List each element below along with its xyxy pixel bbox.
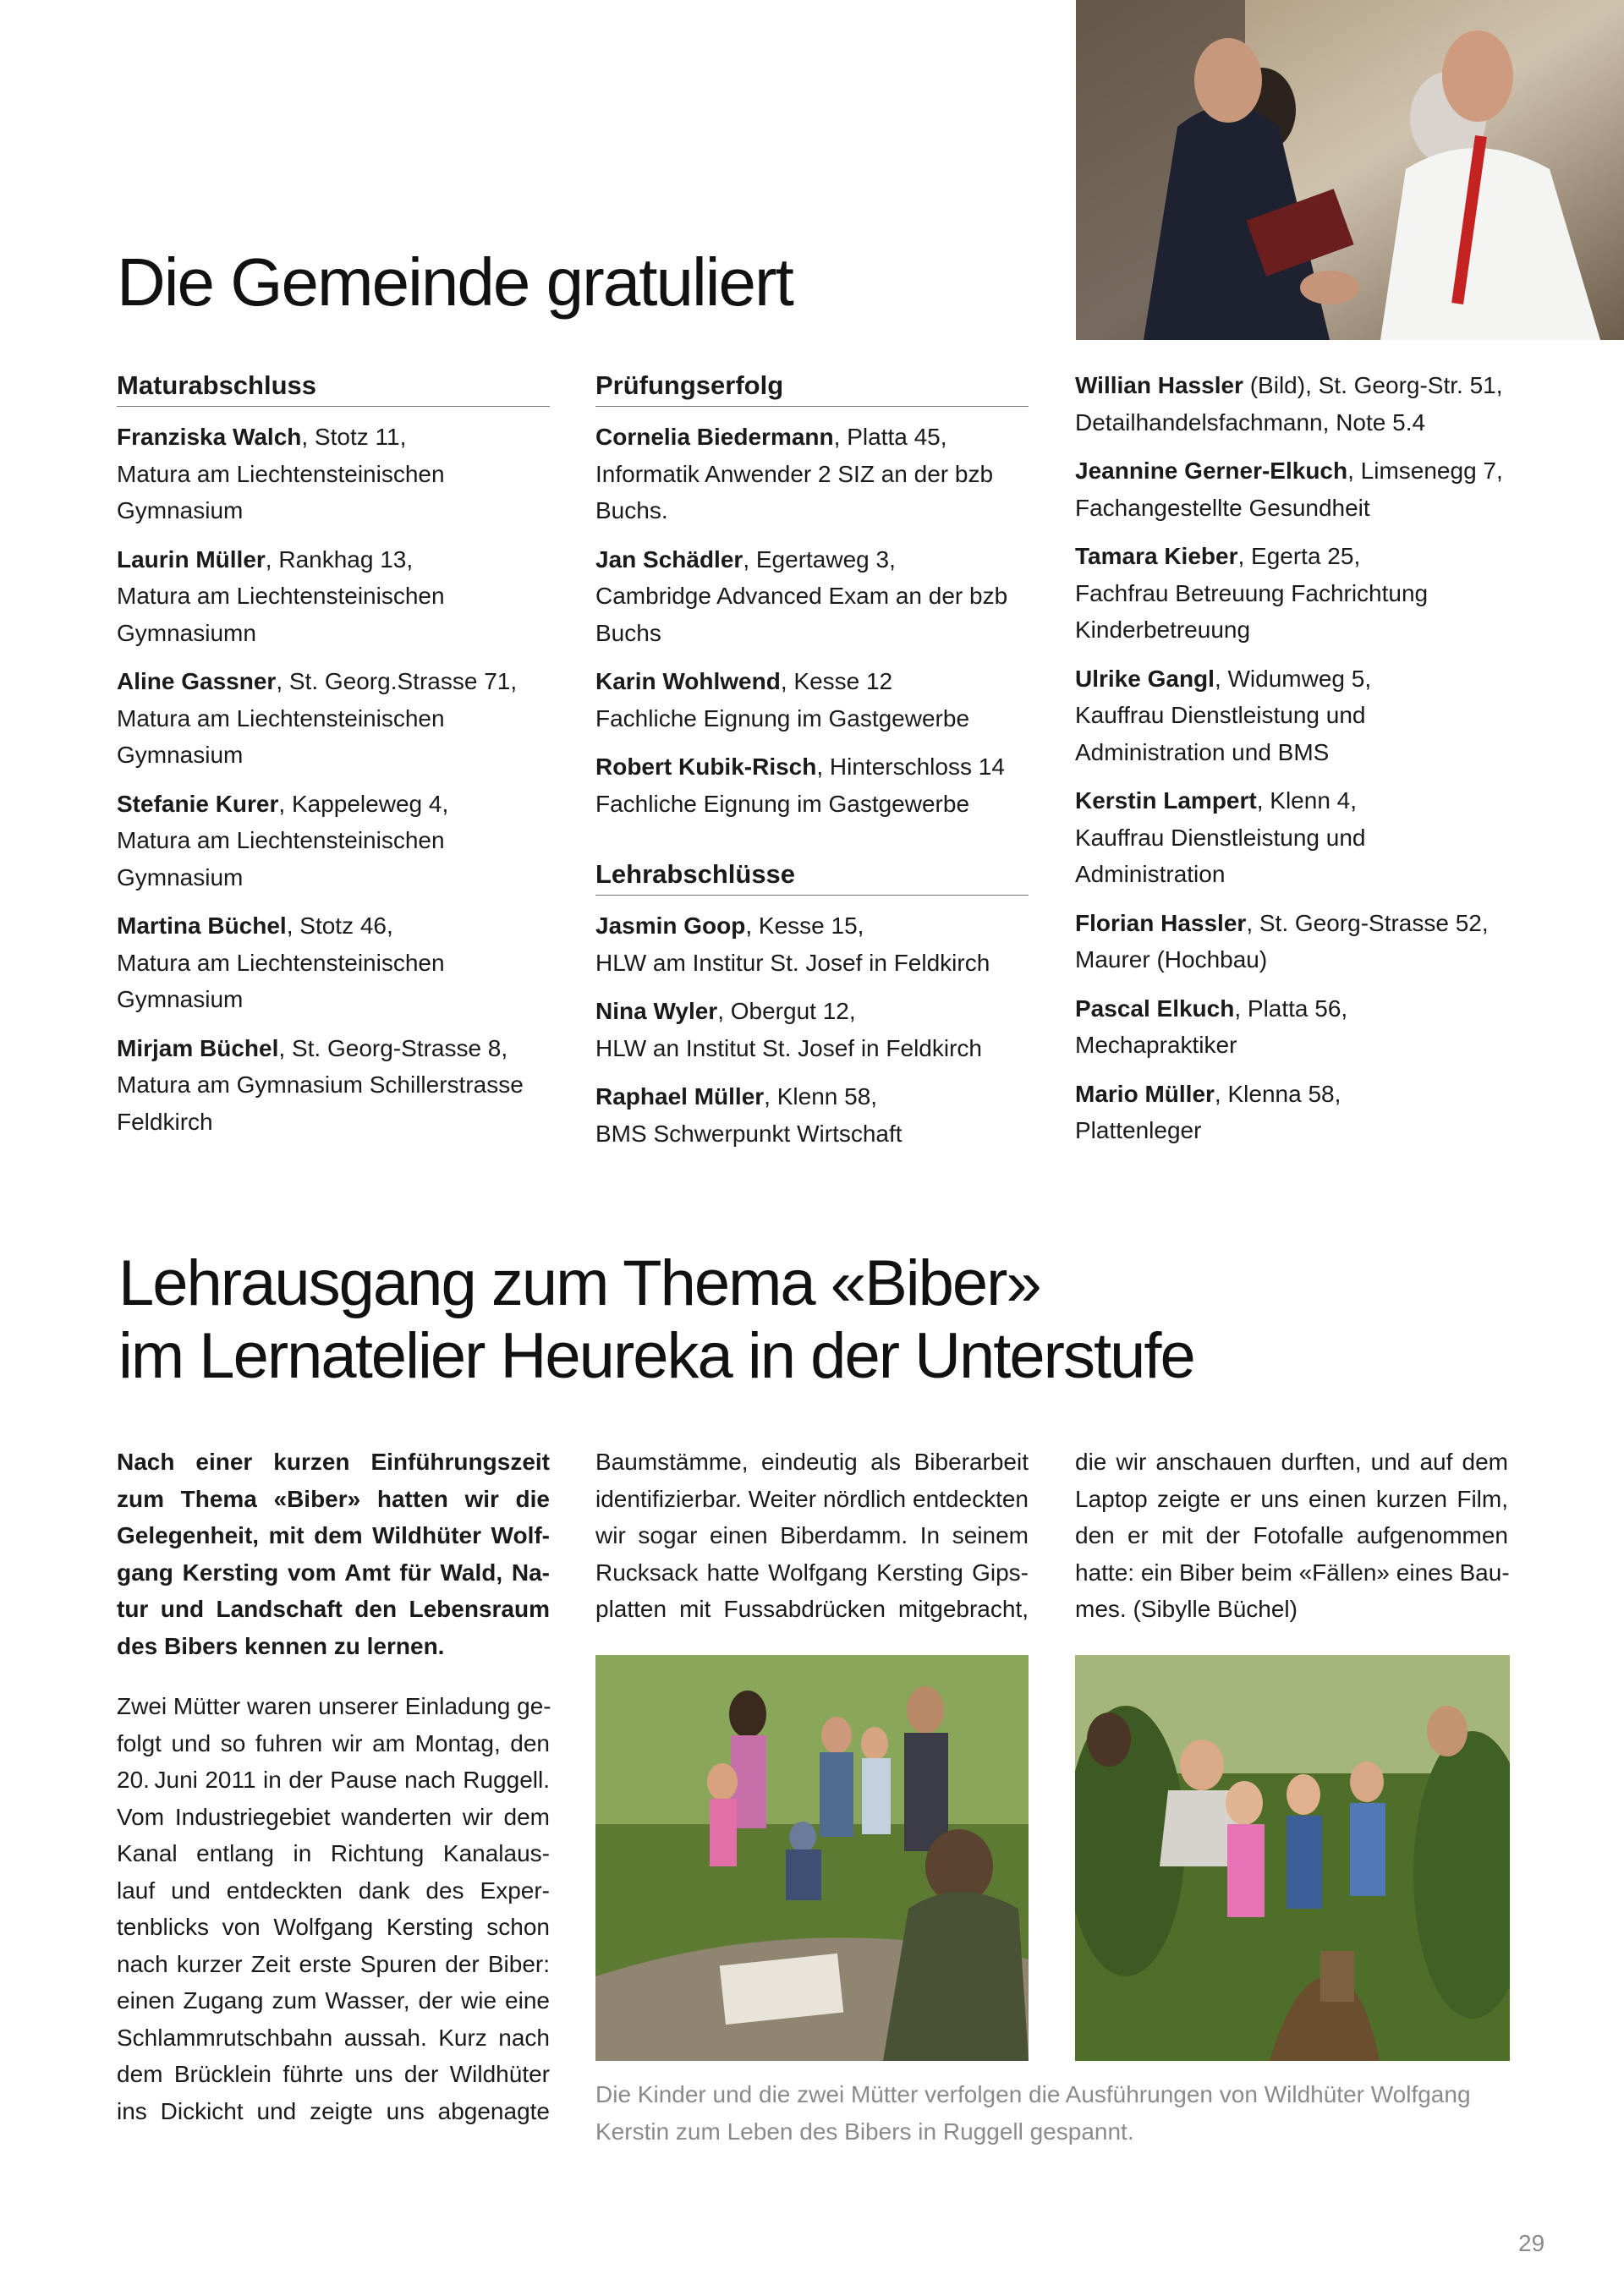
entry-detail-line: Matura am Liechtensteinischen xyxy=(117,460,445,487)
entry-name-line xyxy=(1075,905,1532,942)
person-name: Laurin Müller xyxy=(117,545,266,573)
entry-detail-line: Gymnasium xyxy=(117,863,244,890)
list-entry xyxy=(117,907,550,1018)
entry-name-line xyxy=(1075,660,1532,698)
entry-name-line xyxy=(117,419,550,456)
entry-detail-line: Maurer (Hochbau) xyxy=(1075,946,1268,973)
entry-detail-line: Feldkirch xyxy=(117,1108,213,1135)
pruefung-heading: Prüfungserfolg xyxy=(595,367,1029,407)
body-line: identifizierbar. Weiter nördlich entdeckten xyxy=(595,1485,1029,1512)
entry-detail-line: HLW an Institut St. Josef in Feldkirch xyxy=(595,1034,982,1061)
entry-detail-line: Matura am Liechtensteinischen xyxy=(117,827,445,853)
lehr-column-2 xyxy=(1075,367,1532,1161)
body-line: dem Brücklein führte uns der Wildhüter xyxy=(117,2061,550,2087)
entry-name-line xyxy=(1075,367,1532,404)
pruefung-column xyxy=(595,367,1029,1164)
entry-detail-line: Informatik Anwender 2 SIZ an der bzb xyxy=(595,460,994,487)
article-column-1 xyxy=(117,1444,550,2129)
list-entry xyxy=(1075,538,1532,649)
entry-detail-line: Administration xyxy=(1075,861,1226,887)
children-forest-photo-2 xyxy=(1075,1655,1510,2061)
person-name: Jeannine Gerner-Elkuch xyxy=(1075,458,1348,484)
list-entry xyxy=(1075,660,1532,771)
person-address: , St. Georg.Strasse 71, xyxy=(276,668,518,694)
person-address: (Bild), St. Georg-Str. 51, xyxy=(1243,372,1503,398)
entry-detail-line: Kinderbetreuung xyxy=(1075,616,1251,643)
article-column-3 xyxy=(1075,1444,1508,1628)
handshake-ceremony-photo xyxy=(1076,0,1624,340)
entry-detail-line: Plattenleger xyxy=(1075,1117,1202,1143)
list-entry xyxy=(595,907,1029,981)
person-address: , Kesse 15, xyxy=(745,912,864,939)
list-entry xyxy=(1075,452,1532,526)
entry-detail-line: Fachliche Eignung im Gastgewerbe xyxy=(595,790,970,817)
entry-detail-line: Buchs xyxy=(595,619,661,646)
body-line: hatte: ein Biber beim «Fällen» eines Bau- xyxy=(1075,1559,1510,1586)
person-name: Mirjam Büchel xyxy=(117,1034,279,1061)
children-forest-photo-1 xyxy=(595,1655,1029,2061)
person-name: Tamara Kieber xyxy=(1075,543,1238,569)
entry-detail-line: Cambridge Advanced Exam an der bzb xyxy=(595,583,1008,609)
lehr-list xyxy=(595,907,1029,1152)
body-line: Kanal entlang in Richtung Kanalaus- xyxy=(117,1840,550,1866)
entry-name-line xyxy=(595,993,1029,1030)
photo-caption xyxy=(595,2076,1471,2150)
person-address: , Egertaweg 3, xyxy=(743,545,896,573)
person-name: Aline Gassner xyxy=(117,668,277,694)
entry-detail-line: Matura am Liechtensteinischen xyxy=(117,583,445,609)
person-address: , Obergut 12, xyxy=(717,998,856,1024)
person-address: , Klenna 58, xyxy=(1214,1080,1341,1107)
body-line: wir sogar einen Biberdamm. In seinem xyxy=(595,1522,1029,1548)
person-address: , Klenn 4, xyxy=(1256,787,1358,814)
person-address: , St. Georg-Strasse 52, xyxy=(1246,909,1489,936)
list-entry xyxy=(117,419,550,529)
person-name: Cornelia Biedermann xyxy=(595,424,834,450)
person-name: Ulrike Gangl xyxy=(1075,665,1215,692)
title-line-2: im Lernatelier Heureka in der Unterstufe xyxy=(118,1320,1194,1392)
entry-name-line xyxy=(1075,452,1532,490)
list-entry xyxy=(1075,990,1532,1064)
person-address: , Stotz 46, xyxy=(286,912,393,939)
entry-detail-line: Administration und BMS xyxy=(1075,738,1330,765)
list-entry xyxy=(1075,367,1532,441)
entry-name-line xyxy=(595,907,1029,945)
entry-detail-line: Fachangestellte Gesundheit xyxy=(1075,494,1370,521)
body-line: Rucksack hatte Wolfgang Kersting Gips- xyxy=(595,1559,1029,1586)
list-entry xyxy=(595,541,1029,652)
section-title-gratulation: Die Gemeinde gratuliert xyxy=(117,244,793,320)
entry-detail-line: Kauffrau Dienstleistung und xyxy=(1075,702,1366,728)
person-address: , Rankhag 13, xyxy=(265,545,414,573)
person-address: , Widumweg 5, xyxy=(1214,665,1372,692)
section-title-biber xyxy=(118,1247,1194,1393)
body-line: 20. Juni 2011 in der Pause nach Ruggell. xyxy=(117,1767,550,1793)
person-name: Jasmin Goop xyxy=(595,912,746,939)
page-number: 29 xyxy=(1518,2230,1545,2256)
body-text-2 xyxy=(595,1444,1029,1628)
entry-name-line xyxy=(117,541,550,578)
entry-detail-line: BMS Schwerpunkt Wirtschaft xyxy=(595,1120,903,1147)
body-line: Schlammrutschbahn aussah. Kurz nach xyxy=(117,2024,550,2051)
person-name: Martina Büchel xyxy=(117,912,287,939)
entry-detail-line: Gymnasium xyxy=(117,497,244,523)
person-name: Florian Hassler xyxy=(1075,909,1247,936)
person-name: Nina Wyler xyxy=(595,998,718,1024)
entry-name-line xyxy=(595,541,1029,578)
body-line: Zwei Mütter waren unserer Einladung ge- xyxy=(117,1693,551,1719)
person-name: Karin Wohlwend xyxy=(595,668,781,694)
person-name: Franziska Walch xyxy=(117,424,302,450)
list-entry xyxy=(117,786,550,896)
entry-name-line xyxy=(1075,1076,1532,1113)
article-column-2 xyxy=(595,1444,1029,1628)
list-entry xyxy=(117,1030,550,1141)
person-address: , St. Georg-Strasse 8, xyxy=(278,1034,508,1061)
body-line: platten mit Fussabdrücken mitgebracht, xyxy=(595,1596,1029,1622)
list-entry xyxy=(595,419,1029,529)
body-line: den er mit der Fotofalle aufgenommen xyxy=(1075,1522,1508,1548)
person-address: , Hinterschloss 14 xyxy=(816,753,1005,780)
entry-detail-line: HLW am Institur St. Josef in Feldkirch xyxy=(595,949,990,976)
entry-name-line xyxy=(117,1030,550,1067)
list-entry xyxy=(595,993,1029,1066)
list-entry xyxy=(1075,1076,1532,1149)
list-entry xyxy=(595,663,1029,737)
entry-detail-line: Gymnasium xyxy=(117,742,244,768)
person-address: , Platta 56, xyxy=(1234,995,1348,1022)
person-name: Robert Kubik-Risch xyxy=(595,753,817,780)
entry-detail-line: Gymnasiumn xyxy=(117,619,256,646)
body-line: nach kurzer Zeit erste Spuren der Biber: xyxy=(117,1950,550,1977)
list-entry xyxy=(117,663,550,774)
entry-detail-line: Buchs. xyxy=(595,497,668,523)
person-name: Raphael Müller xyxy=(595,1083,765,1110)
entry-detail-line: Matura am Gymnasium Schillerstrasse xyxy=(117,1071,524,1098)
body-line: mes. (Sibylle Büchel) xyxy=(1075,1596,1298,1622)
entry-detail-line: Fachliche Eignung im Gastgewerbe xyxy=(595,704,970,732)
lead-paragraph: Nach einer kurzen Einführungszeit zum Thema «Biber» hatten wir die Gelegenheit, mit dem Wildhüter Wolfgang Kersting vom Amt für Wald, Natur und Landschaft den Lebensraum des Bibers kennen zu lernen. xyxy=(117,1449,550,1659)
entry-name-line xyxy=(1075,990,1532,1027)
list-entry xyxy=(1075,905,1532,978)
person-address: , Kappeleweg 4, xyxy=(278,790,449,817)
list-entry xyxy=(1075,782,1532,893)
body-line: lauf und entdeckten dank des Exper- xyxy=(117,1877,550,1904)
pruefung-list xyxy=(595,419,1029,822)
person-name: Pascal Elkuch xyxy=(1075,995,1235,1022)
entry-name-line xyxy=(595,419,1029,456)
person-address: , Limsenegg 7, xyxy=(1347,458,1503,484)
body-line: ins Dickicht und zeigte uns abgenagte xyxy=(117,2097,550,2124)
person-address: , Stotz 11, xyxy=(301,424,407,450)
entry-detail-line: Matura am Liechtensteinischen xyxy=(117,949,445,976)
entry-name-line xyxy=(1075,782,1532,819)
entry-name-line xyxy=(595,748,1029,786)
body-line: die wir anschauen durften, und auf dem xyxy=(1075,1449,1508,1475)
person-address: , Klenn 58, xyxy=(764,1083,878,1110)
entry-detail-line: Gymnasium xyxy=(117,986,244,1012)
body-line: Vom Industriegebiet wanderten wir dem xyxy=(117,1803,550,1830)
caption-line-1: Die Kinder und die zwei Mütter verfolgen die Ausführungen von Wildhüter Wolfgang xyxy=(595,2081,1471,2107)
body-line: Laptop zeigte er uns einen kurzen Film, xyxy=(1075,1485,1508,1512)
entry-name-line xyxy=(117,907,550,945)
entry-name-line xyxy=(117,786,550,823)
entry-detail-line: Matura am Liechtensteinischen xyxy=(117,704,445,732)
lehr-list-2 xyxy=(1075,367,1532,1149)
person-address: , Platta 45, xyxy=(833,424,947,450)
matura-heading: Maturabschluss xyxy=(117,367,550,407)
body-line: Baumstämme, eindeutig als Biberarbeit xyxy=(595,1449,1029,1475)
body-line: folgt und so fuhren wir am Montag, den xyxy=(117,1729,550,1756)
person-name: Willian Hassler xyxy=(1075,372,1243,398)
list-entry xyxy=(595,1078,1029,1152)
person-address: , Kesse 12 xyxy=(780,668,893,694)
person-name: Stefanie Kurer xyxy=(117,790,279,817)
person-address: , Egerta 25, xyxy=(1237,543,1361,569)
title-line-1: Lehrausgang zum Thema «Biber» xyxy=(118,1247,1040,1319)
entry-name-line xyxy=(117,663,550,700)
entry-detail-line: Fachfrau Betreuung Fachrichtung xyxy=(1075,579,1429,606)
entry-detail-line: Mechapraktiker xyxy=(1075,1032,1237,1058)
body-line: einen Zugang zum Wasser, der wie eine xyxy=(117,1987,550,2014)
entry-detail-line: Detailhandelsfachmann, Note 5.4 xyxy=(1075,408,1426,436)
entry-name-line xyxy=(595,663,1029,700)
lehr-heading: Lehrabschlüsse xyxy=(595,856,1029,896)
body-text-1 xyxy=(117,1688,550,2129)
person-name: Kerstin Lampert xyxy=(1075,787,1257,814)
body-line: tenblicks von Wolfgang Kersting schon xyxy=(117,1914,550,1940)
person-name: Jan Schädler xyxy=(595,545,743,573)
entry-name-line xyxy=(1075,538,1532,575)
matura-list xyxy=(117,419,550,1140)
list-entry xyxy=(117,541,550,652)
list-entry xyxy=(595,748,1029,822)
person-name: Mario Müller xyxy=(1075,1080,1215,1107)
entry-name-line xyxy=(595,1078,1029,1115)
matura-column xyxy=(117,367,550,1152)
caption-line-2: Kerstin zum Leben des Bibers in Ruggell gespannt. xyxy=(595,2118,1134,2145)
entry-detail-line: Kauffrau Dienstleistung und xyxy=(1075,824,1366,851)
body-text-3 xyxy=(1075,1444,1508,1628)
